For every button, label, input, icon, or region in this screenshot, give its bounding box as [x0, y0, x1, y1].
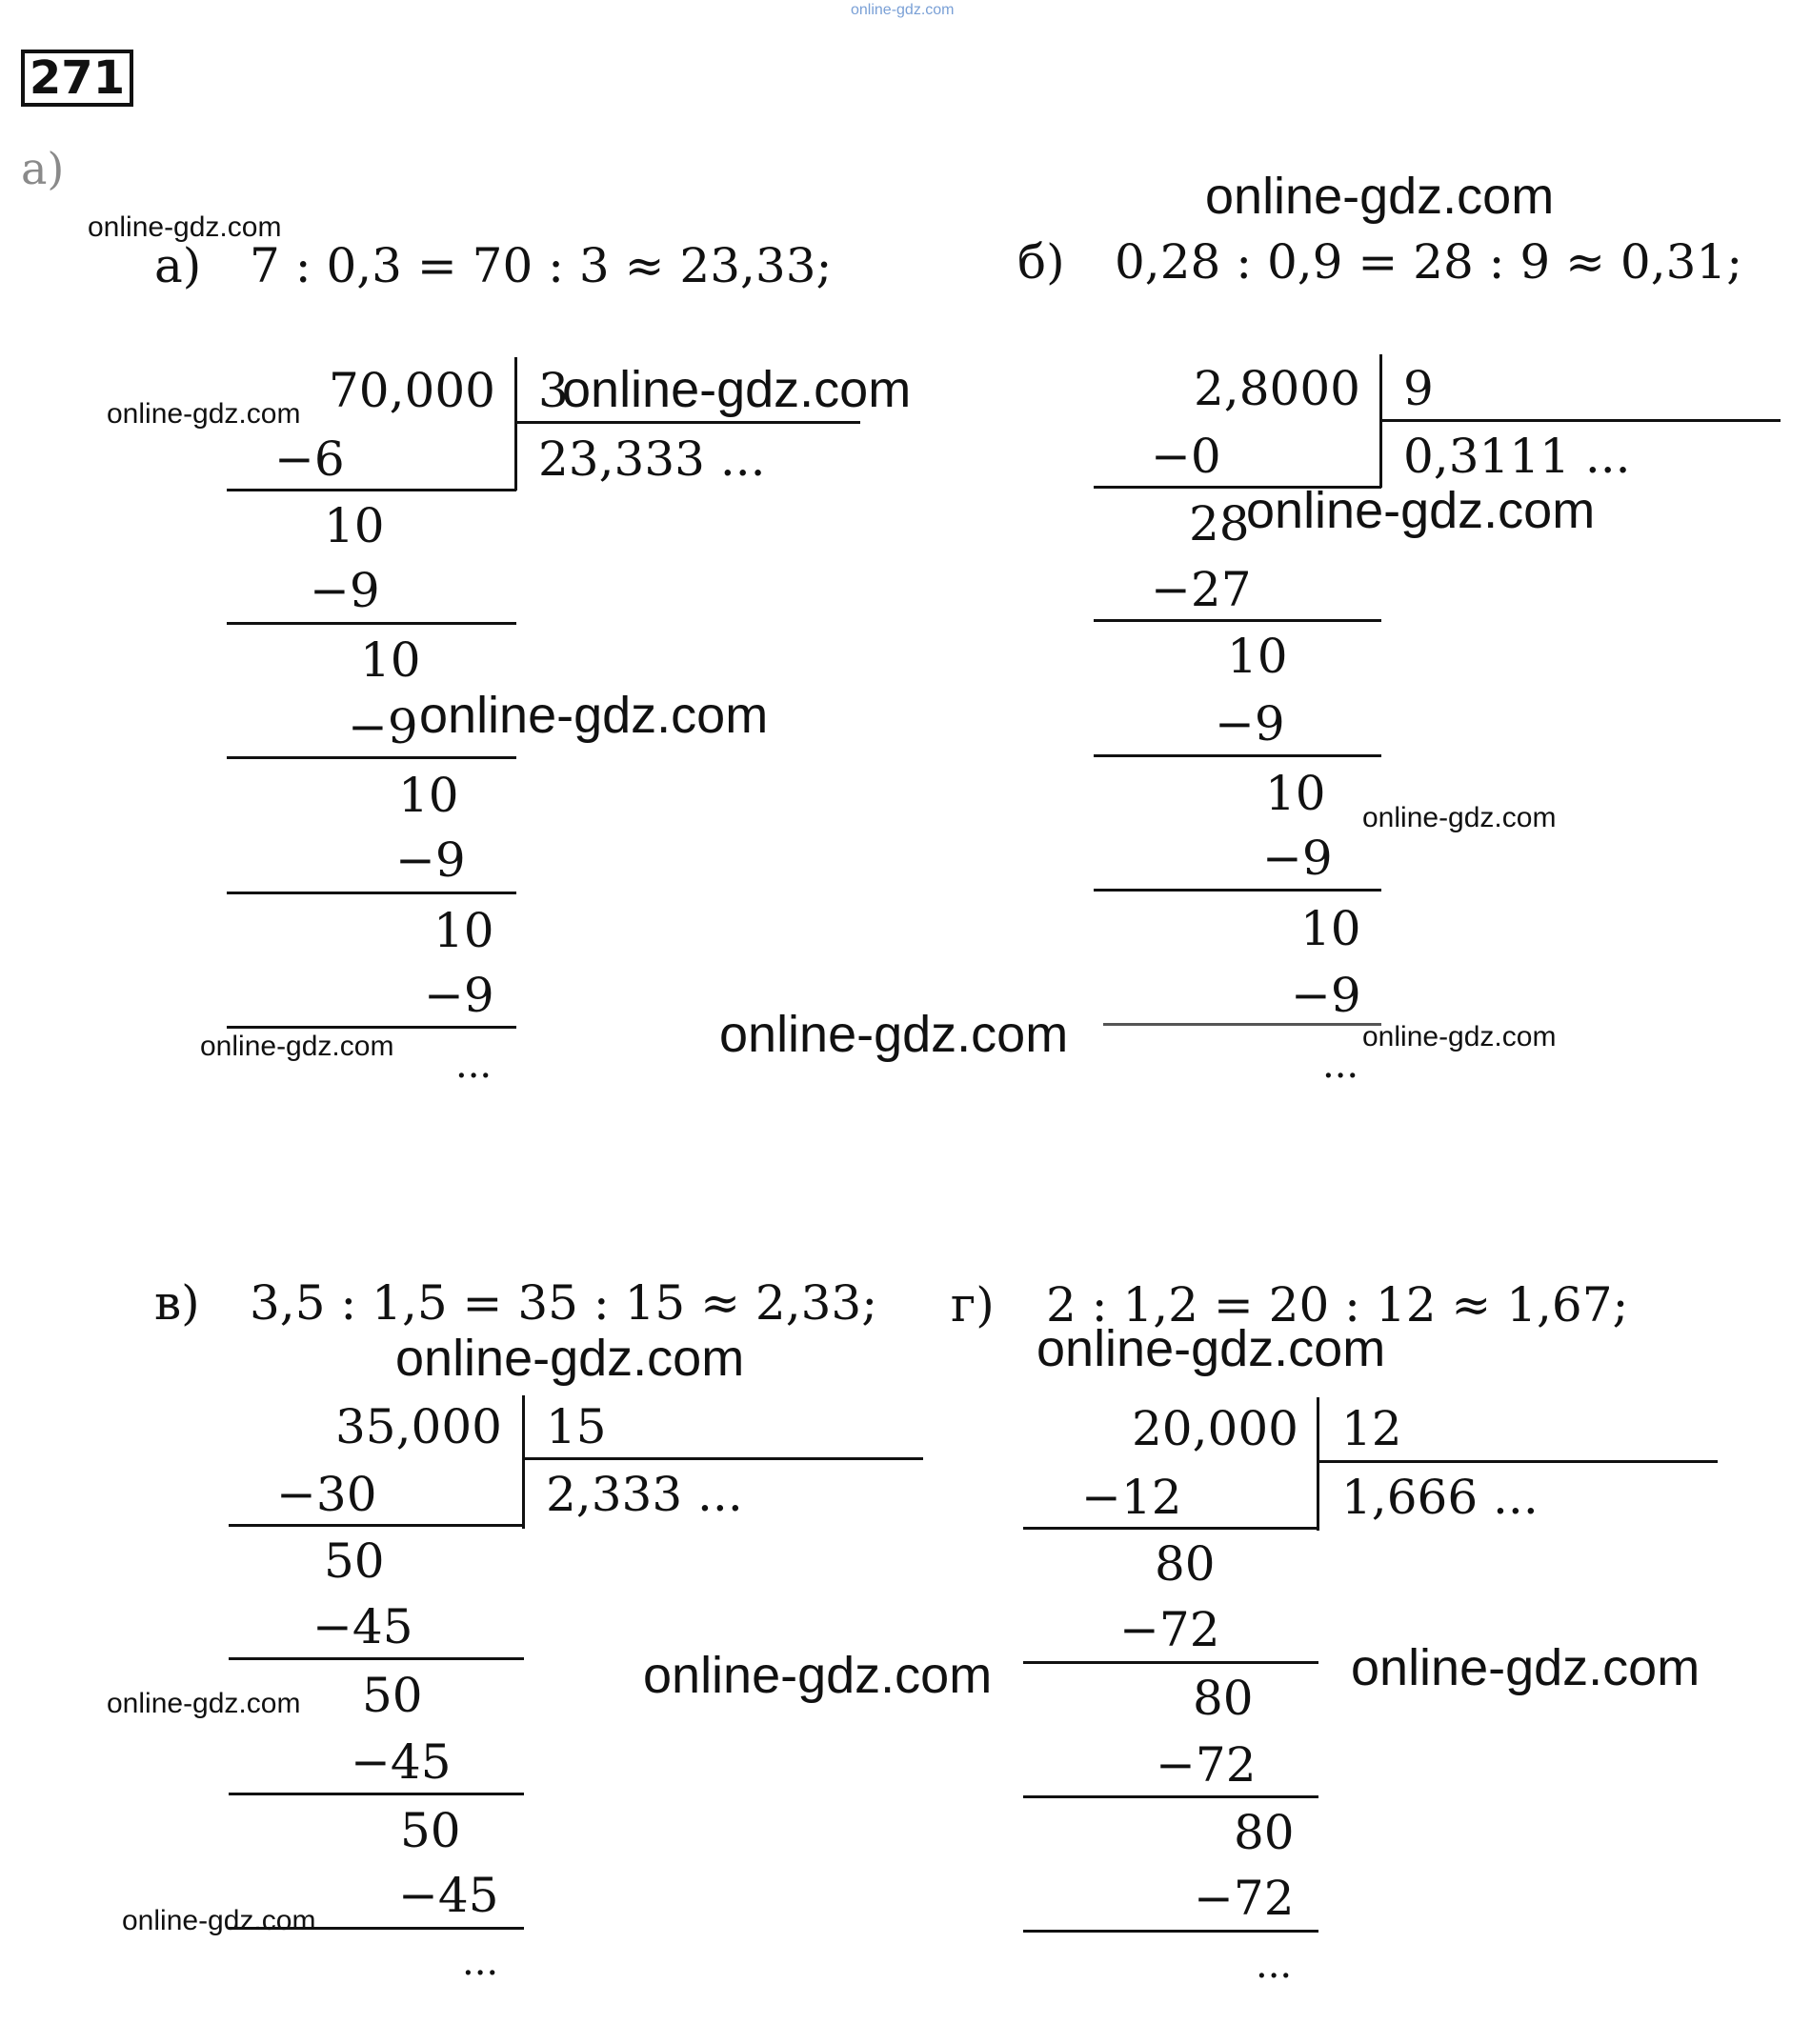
- watermark: online-gdz.com: [562, 361, 912, 418]
- problem-a-divider-horizontal: [515, 421, 860, 424]
- problem-a-rule: [227, 489, 516, 491]
- problem-g-rule: [1023, 1527, 1318, 1530]
- problem-a-step: −9: [395, 832, 466, 888]
- watermark: online-gdz.com: [1362, 802, 1557, 833]
- problem-v-divisor: 15: [546, 1399, 607, 1454]
- watermark: online-gdz.com: [88, 211, 282, 243]
- problem-g-step: −72: [1156, 1737, 1257, 1793]
- problem-g-quotient: 1,666 ...: [1341, 1470, 1539, 1525]
- problem-a-step: −9: [310, 563, 380, 618]
- problem-v-divider-horizontal: [523, 1457, 923, 1460]
- problem-v-divider-vertical: [522, 1395, 525, 1529]
- problem-g-ellipsis: ...: [1256, 1943, 1293, 1987]
- watermark: online-gdz.com: [643, 1647, 993, 1704]
- watermark: online-gdz.com: [1362, 1021, 1557, 1052]
- problem-b-rule: [1094, 889, 1381, 892]
- problem-b-step: −9: [1215, 696, 1285, 751]
- problem-g-step: −72: [1119, 1602, 1220, 1657]
- problem-b-rule: [1103, 1023, 1381, 1026]
- problem-v-step: 50: [324, 1533, 385, 1589]
- problem-g-rule: [1023, 1795, 1318, 1798]
- problem-b-dividend: 2,8000: [1194, 361, 1360, 416]
- problem-b-expression: 0,28 : 0,9 = 28 : 9 ≈ 0,31;: [1115, 234, 1743, 290]
- problem-g-step: 80: [1234, 1805, 1295, 1860]
- problem-v-step: 50: [400, 1803, 461, 1858]
- problem-g-divider-vertical: [1317, 1397, 1319, 1531]
- watermark: online-gdz.com: [419, 687, 769, 744]
- problem-a-divider-vertical: [514, 357, 517, 491]
- problem-g-rule: [1023, 1661, 1318, 1664]
- problem-a-ellipsis: ...: [455, 1043, 493, 1087]
- problem-a-step: 10: [360, 632, 421, 688]
- watermark: online-gdz.com: [719, 1006, 1069, 1063]
- problem-g-label: г): [951, 1277, 995, 1333]
- problem-b-label: б): [1017, 234, 1065, 290]
- problem-b-step: 28: [1189, 496, 1250, 551]
- problem-v-dividend: 35,000: [335, 1399, 502, 1454]
- problem-a-quotient: 23,333 ...: [538, 431, 766, 487]
- problem-b-step: 10: [1265, 766, 1326, 821]
- problem-b-step: −0: [1151, 429, 1221, 484]
- problem-a-label: а): [154, 238, 202, 293]
- problem-v-step: −45: [398, 1868, 499, 1923]
- watermark-top: online-gdz.com: [851, 2, 955, 18]
- problem-g-step: −12: [1081, 1470, 1182, 1525]
- watermark: online-gdz.com: [1205, 168, 1555, 225]
- problem-b-ellipsis: ...: [1322, 1043, 1359, 1087]
- watermark: online-gdz.com: [107, 1688, 301, 1719]
- problem-a-rule: [227, 622, 516, 625]
- problem-v-quotient: 2,333 ...: [546, 1467, 743, 1522]
- problem-g-expression: 2 : 1,2 = 20 : 12 ≈ 1,67;: [1046, 1277, 1629, 1333]
- problem-v-expression: 3,5 : 1,5 = 35 : 15 ≈ 2,33;: [250, 1275, 878, 1331]
- problem-a-rule: [227, 756, 516, 759]
- problem-v-label: в): [154, 1275, 200, 1331]
- problem-a-step: −6: [274, 431, 345, 487]
- problem-b-step: −9: [1291, 968, 1361, 1023]
- problem-g-dividend: 20,000: [1132, 1401, 1298, 1456]
- problem-a-step: 10: [324, 498, 385, 553]
- problem-a-expression: 7 : 0,3 = 70 : 3 ≈ 23,33;: [250, 238, 833, 293]
- watermark: online-gdz.com: [395, 1330, 745, 1387]
- problem-b-step: 10: [1227, 629, 1288, 684]
- problem-b-step: −27: [1151, 562, 1252, 617]
- problem-a-rule: [227, 892, 516, 894]
- problem-b-step: 10: [1300, 901, 1361, 956]
- task-number: 271: [21, 50, 133, 107]
- problem-b-divisor: 9: [1403, 361, 1434, 416]
- problem-a-dividend: 70,000: [329, 363, 495, 418]
- watermark: online-gdz.com: [200, 1031, 394, 1062]
- problem-g-divider-horizontal: [1318, 1460, 1718, 1463]
- problem-a-step: 10: [433, 903, 494, 958]
- problem-v-step: −45: [312, 1599, 413, 1654]
- problem-v-rule: [229, 1524, 524, 1527]
- problem-g-step: 80: [1155, 1536, 1216, 1592]
- watermark: online-gdz.com: [1036, 1320, 1386, 1377]
- problem-a-rule: [227, 1026, 516, 1029]
- problem-v-rule: [229, 1793, 524, 1795]
- watermark: online-gdz.com: [107, 398, 301, 430]
- problem-a-step: −9: [348, 699, 418, 754]
- problem-g-rule: [1023, 1930, 1318, 1933]
- problem-g-step: 80: [1193, 1671, 1254, 1726]
- problem-v-step: −45: [351, 1734, 452, 1790]
- problem-b-step: −9: [1262, 831, 1333, 886]
- problem-a-divisor: 3: [538, 363, 569, 418]
- problem-v-step: −30: [276, 1467, 377, 1522]
- watermark: online-gdz.com: [122, 1905, 316, 1936]
- problem-b-rule: [1094, 619, 1381, 622]
- task-subpart-label: а): [21, 143, 65, 194]
- problem-v-rule: [229, 1657, 524, 1660]
- problem-b-divider-horizontal: [1380, 419, 1781, 422]
- problem-a-step: 10: [398, 768, 459, 823]
- problem-g-step: −72: [1194, 1871, 1295, 1926]
- problem-v-ellipsis: ...: [462, 1940, 499, 1984]
- problem-g-divisor: 12: [1341, 1401, 1402, 1456]
- watermark: online-gdz.com: [1246, 482, 1596, 539]
- problem-b-rule: [1094, 754, 1381, 757]
- watermark: online-gdz.com: [1351, 1639, 1700, 1696]
- problem-a-step: −9: [424, 968, 494, 1023]
- problem-v-step: 50: [362, 1668, 423, 1723]
- problem-b-quotient: 0,3111 ...: [1403, 429, 1631, 484]
